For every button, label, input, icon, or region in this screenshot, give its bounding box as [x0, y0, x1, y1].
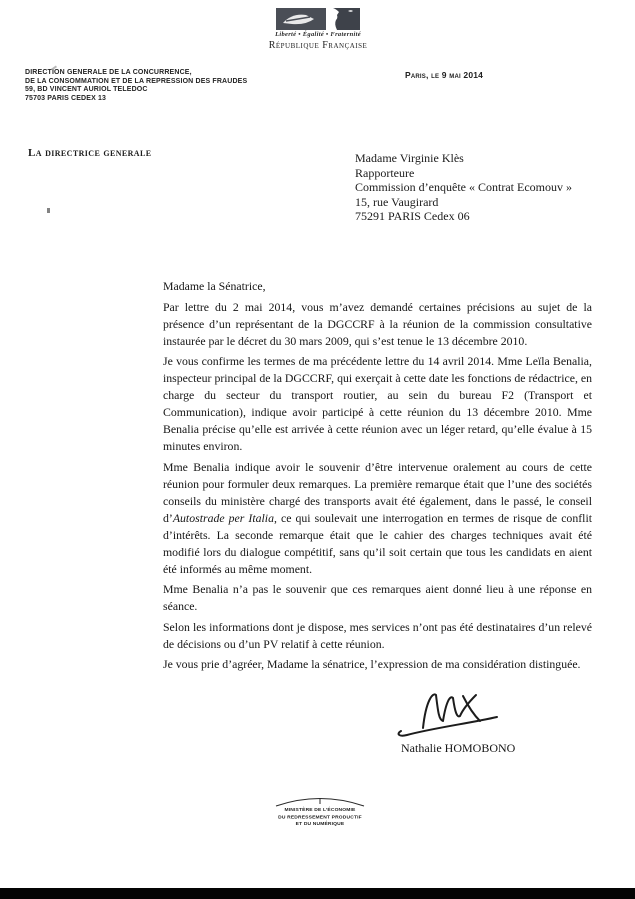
closing-formula: Je vous prie d’agréer, Madame la sénatrice, l’expression de ma considération distinguée. [163, 657, 581, 671]
arc-icon [274, 797, 366, 807]
paragraph-3-segment: , ce qui soulevait une interrogation en termes de risque de conflit d’intérêts. La seconde remarque était que le cahier des charges techniques avait été modifié lors du dialogue compétitif, sans qu’il soit certain que tous les candidats en aient été informés au même moment. [163, 510, 592, 576]
ministry-line: MINISTÈRE DE L’ÉCONOMIE [284, 807, 356, 813]
sender-address-line: DE LA CONSOMMATION ET DE LA REPRESSION DES FRAUDES [25, 77, 248, 85]
paragraph-2: Je vous confirme les termes de ma précédente lettre du 14 avril 2014. Mme Leïla Benalia, inspecteur principal de la DGCCRF, qui exerçait à cette date les fonctions de rédactrice, en charge du secteur du transport routier, au sein du bureau F2 (Transport et Communication), indique avoir participé à cette réunion du 13 décembre 2010. Mme Benalia précise qu’elle est arrivée à cette réunion avec un léger retard, qu’elle évalue à 15 minutes environ. [163, 354, 592, 453]
recipient-line: 75291 PARIS Cedex 06 [355, 209, 470, 224]
ministry-footer-mark [245, 797, 395, 833]
paragraph-3 [163, 459, 592, 578]
signature-scribble-icon [393, 690, 508, 740]
recipient-address-block [355, 151, 572, 224]
ministry-name-lines [259, 807, 382, 828]
marianne-icon [276, 8, 360, 30]
recipient-line: 15, rue Vaugirard [355, 194, 439, 209]
sender-title: La directrice generale [28, 147, 152, 159]
paragraph-5: Selon les informations dont je dispose, mes services n’ont pas été destinataires d’un relevé de décisions ou d’un PV relatif à cette réunion. [163, 619, 592, 651]
recipient-line: Commission d’enquête « Contrat Ecomouv » [355, 180, 572, 195]
scan-artifact [47, 208, 50, 213]
salutation: Madame la Sénatrice, [163, 279, 266, 293]
recipient-line: Rapporteure [355, 165, 415, 180]
paragraph-4: Mme Benalia n’a pas le souvenir que ces remarques aient donné lieu à une réponse en séance. [163, 582, 592, 613]
ministry-line: ET DU NUMÉRIQUE [295, 821, 345, 827]
letter-body [163, 278, 592, 677]
republic-name: République Française [268, 40, 368, 51]
republique-francaise-logo [276, 8, 360, 30]
recipient-line: Madame Virginie Klès [355, 151, 464, 165]
paragraph-1: Par lettre du 2 mai 2014, vous m’avez demandé certaines précisions au sujet de la présence d’un représentant de la DGCCRF à la réunion de la commission consultative instaurée par le décret du 30 mars 2009, qui s’est tenue le 13 décembre 2010. [163, 299, 592, 348]
sender-address-block [25, 69, 247, 104]
paragraph-3-segment: Mme Benalia indique avoir le souvenir d’être intervenue oralement au cours de cette réunion pour formuler deux remarques. La première remarque était que l’une des sociétés conseils du ministère chargé des transports avait été également, dans le passé, le conseil d’ [163, 459, 592, 525]
sender-address-line: DIRECTION GENERALE DE LA CONCURRENCE, [25, 69, 192, 76]
scan-black-bar [0, 888, 635, 899]
paragraph-3-italic-segment: Autostrade per Italia [172, 510, 274, 525]
motto: Liberté • Égalité • Fraternité [275, 31, 361, 38]
sender-address-line: 75703 PARIS CEDEX 13 [25, 95, 107, 103]
dateline: Paris, le 9 mai 2014 [405, 70, 484, 80]
ministry-line: DU REDRESSEMENT PRODUCTIF [278, 814, 362, 820]
sender-address-line: 59, BD VINCENT AURIOL TELEDOC [25, 86, 148, 94]
signer-name: Nathalie HOMOBONO [401, 741, 516, 755]
handwritten-signature [393, 690, 508, 740]
